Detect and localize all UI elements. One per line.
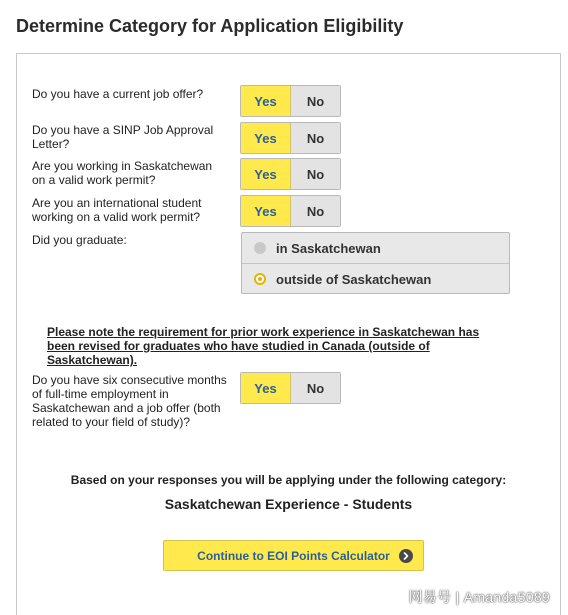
result-intro: Based on your responses you will be applying under the following category: xyxy=(70,473,507,487)
work-permit-yes-button[interactable]: Yes xyxy=(241,159,291,189)
page-title: Determine Category for Application Eligibility xyxy=(16,16,404,36)
international-student-yes-button[interactable]: Yes xyxy=(241,196,291,226)
work-permit-toggle xyxy=(240,158,341,190)
graduate-option-in-saskatchewan[interactable] xyxy=(242,233,509,263)
employment-yes-button[interactable]: Yes xyxy=(241,373,291,403)
question-employment: Do you have six consecutive months of full-time employment in Saskatchewan and a job offer (both related to your field of study)? xyxy=(32,373,227,429)
continue-eoi-calculator-button[interactable] xyxy=(163,540,424,571)
watermark: 网易号 | Amanda5089 xyxy=(408,589,550,605)
radio-selected-icon xyxy=(254,273,266,285)
result-category: Saskatchewan Experience - Students xyxy=(164,496,413,512)
job-offer-toggle xyxy=(240,85,341,117)
sinp-letter-toggle xyxy=(240,122,341,154)
job-offer-no-button[interactable]: No xyxy=(291,86,340,116)
continue-button-label: Continue to EOI Points Calculator xyxy=(197,548,390,563)
international-student-no-button[interactable]: No xyxy=(291,196,340,226)
sinp-letter-no-button[interactable]: No xyxy=(291,123,340,153)
work-experience-note: Please note the requirement for prior work experience in Saskatchewan has been revised for graduates who have studied in Canada (outside of Saskatchewan). xyxy=(47,325,480,367)
graduate-radio-group xyxy=(241,232,510,294)
graduate-option-outside-saskatchewan[interactable] xyxy=(242,263,509,294)
radio-unselected-icon xyxy=(254,242,266,254)
question-international-student: Are you an international student working on a valid work permit? xyxy=(32,196,202,224)
question-sinp-letter: Do you have a SINP Job Approval Letter? xyxy=(32,123,214,151)
question-job-offer: Do you have a current job offer? xyxy=(32,87,204,101)
sinp-letter-yes-button[interactable]: Yes xyxy=(241,123,291,153)
question-graduate: Did you graduate: xyxy=(32,233,127,247)
chevron-right-icon xyxy=(399,549,413,563)
job-offer-yes-button[interactable]: Yes xyxy=(241,86,291,116)
graduate-option-label: in Saskatchewan xyxy=(276,240,381,256)
employment-toggle xyxy=(240,372,341,404)
international-student-toggle xyxy=(240,195,341,227)
graduate-option-label: outside of Saskatchewan xyxy=(276,271,432,287)
work-permit-no-button[interactable]: No xyxy=(291,159,340,189)
employment-no-button[interactable]: No xyxy=(291,373,340,403)
question-work-permit: Are you working in Saskatchewan on a valid work permit? xyxy=(32,159,213,187)
